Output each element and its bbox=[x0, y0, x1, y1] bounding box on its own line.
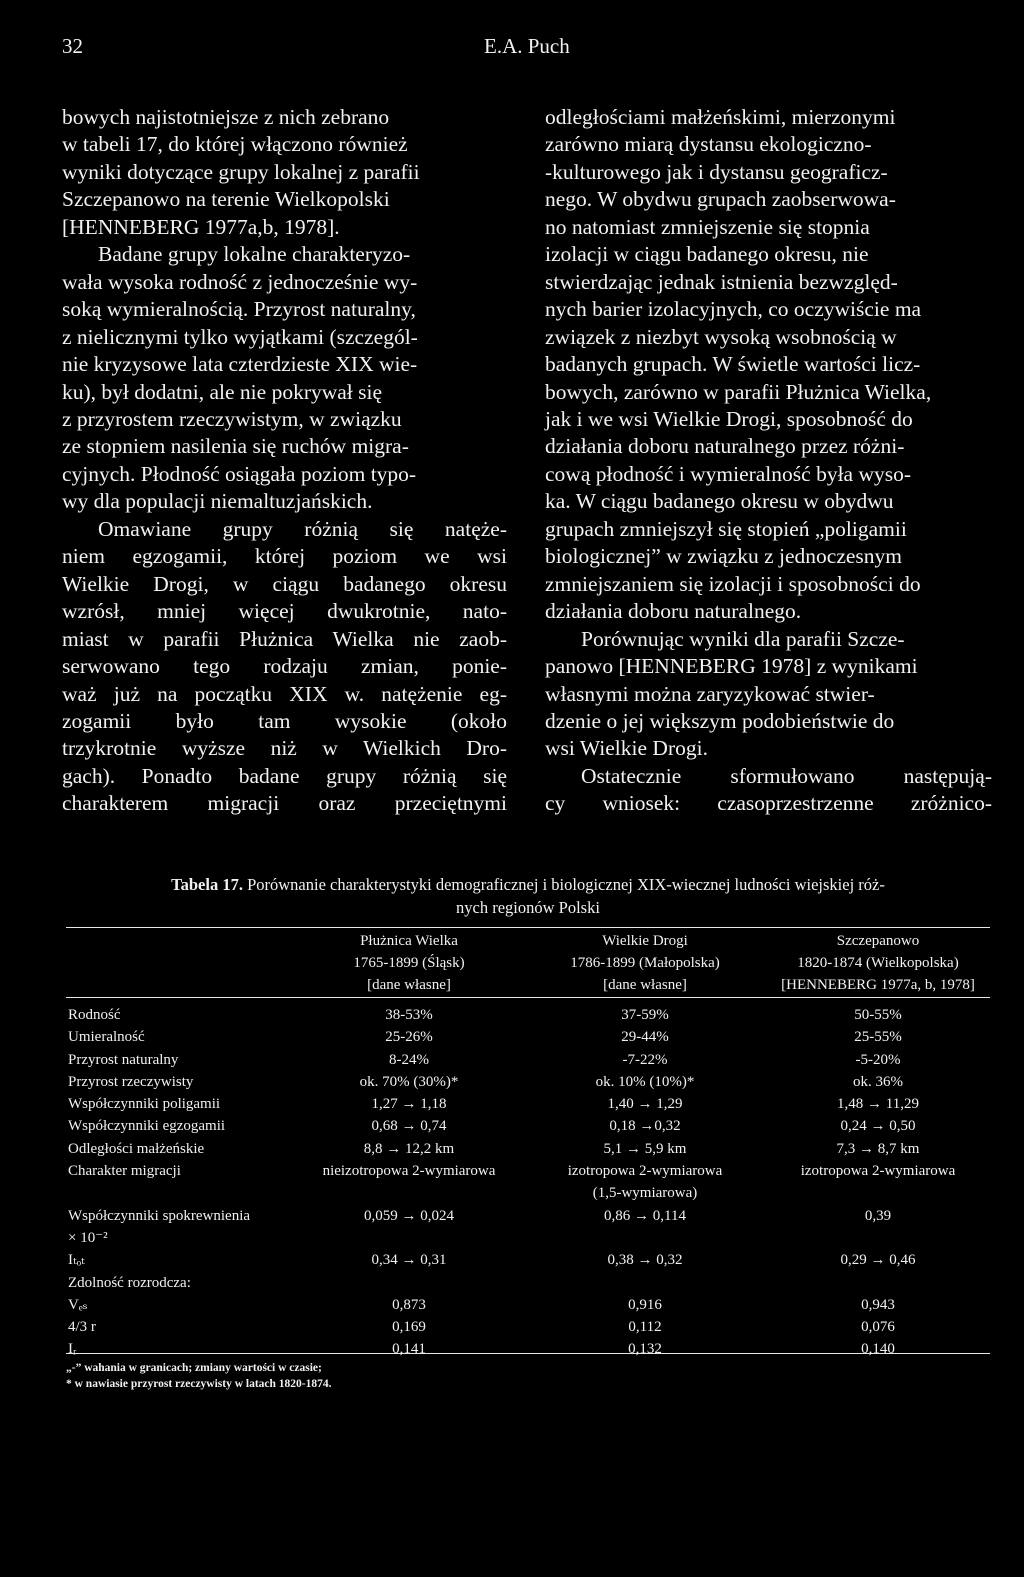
page-header bbox=[62, 34, 974, 68]
table-cell: 0,24 → 0,50 bbox=[840, 1118, 916, 1135]
table-cell: 0,86 → 0,114 bbox=[604, 1207, 686, 1224]
right-column bbox=[545, 104, 992, 818]
table-row bbox=[66, 1004, 990, 1026]
text-line: nych barier izolacyjnych, co oczywiście ma bbox=[545, 297, 922, 322]
table-row bbox=[66, 1249, 990, 1271]
table-row bbox=[66, 1338, 990, 1360]
row-label: Zdolność rozrodcza: bbox=[68, 1274, 191, 1291]
text-line: bowych najistotniejsze z nich zebrano bbox=[62, 105, 390, 129]
table-row bbox=[66, 1071, 990, 1093]
text-line: ze stopniem nasilenia się ruchów migra- bbox=[62, 434, 409, 459]
text-line: w tabeli 17, do której włączono również bbox=[62, 132, 408, 157]
table-cell: 0,140 bbox=[861, 1341, 895, 1358]
table-row bbox=[66, 1294, 990, 1316]
table-caption-label: Tabela 17. bbox=[171, 875, 243, 894]
table-top-rule bbox=[66, 927, 990, 928]
text-line: Ostatecznie sformułowano następują- bbox=[581, 763, 992, 788]
table-row bbox=[66, 1115, 990, 1137]
right-paragraph-2 bbox=[545, 626, 992, 763]
table-caption-text-2: nych regionów Polski bbox=[456, 898, 600, 917]
text-line: serwowano tego rodzaju zmian, ponie- bbox=[62, 654, 507, 679]
left-paragraph-3 bbox=[62, 516, 507, 818]
table-cell: 50-55% bbox=[854, 1007, 902, 1023]
table-cell: 0,132 bbox=[628, 1341, 662, 1358]
table-cell: 8-24% bbox=[389, 1051, 429, 1068]
text-line: związek z niezbyt wysoką wsobnością w bbox=[545, 324, 897, 349]
text-line: no natomiast zmniejszenie się stopnia bbox=[545, 214, 870, 239]
text-line: waż już na początku XIX w. natężenie eg- bbox=[62, 681, 507, 706]
text-line: ku), był dodatni, ale nie pokrywał się bbox=[62, 379, 383, 404]
table-row bbox=[66, 1160, 990, 1205]
table-cell: 0,18 →0,32 bbox=[609, 1118, 681, 1135]
text-line: zogamii było tam wysokie (około bbox=[62, 708, 507, 733]
text-line: działania doboru naturalnego przez różni- bbox=[545, 434, 905, 459]
column-period: 1786-1899 (Małopolska) bbox=[570, 955, 720, 971]
column-source: [dane własne] bbox=[367, 977, 451, 993]
text-line: charakterem migracji oraz przeciętnymi bbox=[62, 791, 507, 816]
text-line: wy dla populacji niemaltuzjańskich. bbox=[62, 489, 373, 514]
table-cell: 0,38 → 0,32 bbox=[607, 1252, 683, 1269]
table-row bbox=[66, 1138, 990, 1160]
table-footnotes bbox=[66, 1360, 766, 1392]
text-line: zmniejszaniem się izolacji i sposobności do bbox=[545, 571, 921, 596]
table-cell: 7,3 → 8,7 km bbox=[836, 1140, 920, 1157]
row-label: 4/3 r bbox=[68, 1319, 96, 1336]
text-line: odległościami małżeńskimi, mierzonymi bbox=[545, 105, 896, 129]
column-header-szczepanowo bbox=[758, 930, 998, 996]
column-source: [HENNEBERG 1977a, b, 1978] bbox=[781, 977, 975, 993]
text-line: gach). Ponadto badane grupy różnią się bbox=[62, 763, 507, 788]
column-period: 1765-1899 (Śląsk) bbox=[353, 955, 465, 971]
table-cell: ok. 36% bbox=[853, 1073, 903, 1090]
table-cell: 0,68 → 0,74 bbox=[371, 1118, 447, 1135]
text-line: Porównując wyniki dla parafii Szcze- bbox=[581, 626, 905, 651]
table-cell: 0,059 → 0,024 bbox=[364, 1207, 454, 1224]
column-header-pluznica bbox=[289, 930, 529, 996]
footnote-2: * w nawiasie przyrost rzeczywisty w latach 1820-1874. bbox=[66, 1378, 332, 1390]
row-label: Współczynniki egzogamii bbox=[68, 1118, 226, 1135]
column-name: Szczepanowo bbox=[836, 933, 920, 949]
row-label: Przyrost naturalny bbox=[68, 1051, 179, 1068]
text-line: cyjnych. Płodność osiągała poziom typo- bbox=[62, 461, 417, 486]
text-line: bowych, zarówno w parafii Płużnica Wielka, bbox=[545, 379, 932, 404]
column-name: Płużnica Wielka bbox=[360, 933, 458, 949]
right-paragraph-3 bbox=[545, 763, 992, 818]
text-line: dzenie o jej większym podobieństwie do bbox=[545, 708, 895, 733]
text-line: cową płodność i wymieralność była wyso- bbox=[545, 461, 912, 486]
table-header bbox=[66, 930, 990, 996]
table-cell: 38-53% bbox=[385, 1007, 433, 1023]
table-cell: 1,27 → 1,18 bbox=[371, 1096, 447, 1113]
table-cell: 8,8 → 12,2 km bbox=[363, 1140, 455, 1157]
table-header-rule bbox=[66, 997, 990, 998]
table-cell: 0,141 bbox=[392, 1341, 426, 1358]
text-line: nego. W obydwu grupach zaobserwowa- bbox=[545, 187, 896, 212]
row-label: Charakter migracji bbox=[68, 1163, 181, 1180]
text-line: nie kryzysowe lata czterdzieste XIX wie- bbox=[62, 352, 418, 377]
text-line: wzrósł, mniej więcej dwukrotnie, nato- bbox=[62, 599, 507, 624]
row-label: Iₜₒₜ bbox=[68, 1252, 85, 1269]
text-line: niem egzogamii, której poziom we wsi bbox=[62, 544, 507, 569]
table-row bbox=[66, 1205, 990, 1250]
text-line: [HENNEBERG 1977a,b, 1978]. bbox=[62, 214, 340, 239]
text-line: grupach zmniejszył się stopień „poligamii bbox=[545, 516, 907, 541]
table-cell: -7-22% bbox=[622, 1051, 668, 1068]
table-bottom-rule bbox=[66, 1353, 990, 1354]
text-line: Szczepanowo na terenie Wielkopolski bbox=[62, 187, 390, 212]
column-source: [dane własne] bbox=[603, 977, 687, 993]
text-line: wyniki dotyczące grupy lokalnej z parafii bbox=[62, 159, 420, 184]
column-header-wielkie-drogi bbox=[525, 930, 765, 996]
table-row bbox=[66, 1026, 990, 1048]
text-line: trzykrotnie wyższe niż w Wielkich Dro- bbox=[62, 736, 507, 761]
table-row bbox=[66, 1316, 990, 1338]
row-label: Rodność bbox=[68, 1007, 121, 1023]
text-line: Omawiane grupy różnią się natęże- bbox=[98, 516, 507, 541]
text-line: wsi Wielkie Drogi. bbox=[545, 736, 708, 761]
row-label: Umieralność bbox=[68, 1029, 145, 1046]
table-row bbox=[66, 1049, 990, 1071]
text-line: miast w parafii Płużnica Wielka nie zaob- bbox=[62, 626, 507, 651]
text-line: biologicznej” w związku z jednoczesnym bbox=[545, 544, 902, 569]
column-period: 1820-1874 (Wielkopolska) bbox=[797, 955, 959, 971]
right-paragraph-1 bbox=[545, 104, 992, 626]
table-cell: ok. 70% (30%)* bbox=[359, 1073, 459, 1090]
row-label: Odległości małżeńskie bbox=[68, 1140, 205, 1157]
text-line: ka. W ciągu badanego okresu w obydwu bbox=[545, 489, 894, 514]
left-column bbox=[62, 104, 507, 818]
text-line: własnymi można zaryzykować stwier- bbox=[545, 681, 875, 706]
text-line: panowo [HENNEBERG 1978] z wynikami bbox=[545, 654, 918, 679]
text-line: stwierdzając jednak istnienia bezwzględ- bbox=[545, 269, 898, 294]
table-row bbox=[66, 1093, 990, 1115]
row-label: Vₑₛ bbox=[68, 1296, 88, 1313]
text-line: z nielicznymi tylko wyjątkami (szczegól- bbox=[62, 324, 418, 349]
text-line: -kulturowego jak i dystansu geograficz- bbox=[545, 159, 888, 184]
table-body bbox=[66, 1004, 990, 1361]
table-cell: 1,48 → 11,29 bbox=[837, 1096, 919, 1113]
table-cell: 0,076 bbox=[861, 1319, 895, 1336]
table-cell: 0,943 bbox=[861, 1296, 895, 1313]
text-line: jak i we wsi Wielkie Drogi, sposobność do bbox=[545, 406, 913, 431]
table-cell: 5,1 → 5,9 km bbox=[603, 1140, 687, 1157]
row-label: Współczynniki poligamii bbox=[68, 1096, 221, 1113]
table-cell: 37-59% bbox=[621, 1007, 669, 1023]
column-name: Wielkie Drogi bbox=[602, 933, 688, 949]
table-cell: izotropowa 2-wymiarowa bbox=[800, 1163, 956, 1180]
table-cell: nieizotropowa 2-wymiarowa bbox=[322, 1163, 496, 1180]
text-line: soką wymieralnością. Przyrost naturalny, bbox=[62, 297, 416, 322]
table-cell: 0,112 bbox=[628, 1319, 662, 1336]
running-head: E.A. Puch bbox=[484, 34, 570, 58]
table-cell: izotropowa 2-wymiarowa (1,5-wymiarowa) bbox=[567, 1163, 723, 1202]
table-caption-text: Porównanie charakterystyki demograficznej i biologicznej XIX-wiecznej ludności wiejskiej róż- bbox=[247, 875, 885, 894]
left-paragraph-2 bbox=[62, 241, 507, 516]
text-line: Wielkie Drogi, w ciągu badanego okresu bbox=[62, 571, 507, 596]
text-line: izolacji w ciągu badanego okresu, nie bbox=[545, 242, 869, 267]
table-cell: ok. 10% (10%)* bbox=[595, 1073, 695, 1090]
table-cell: 25-26% bbox=[385, 1029, 433, 1046]
table-cell: -5-20% bbox=[855, 1051, 901, 1068]
table-cell: 0,873 bbox=[392, 1296, 426, 1313]
table-cell: 0,39 bbox=[864, 1207, 892, 1224]
text-line: Badane grupy lokalne charakteryzo- bbox=[98, 242, 411, 267]
table-cell: 0,169 bbox=[392, 1319, 426, 1336]
text-line: zarówno miarą dystansu ekologiczno- bbox=[545, 132, 872, 157]
footnote-1: „-” wahania w granicach; zmiany wartości w czasie; bbox=[66, 1362, 322, 1374]
row-label: Iᵣ bbox=[68, 1341, 77, 1358]
table-cell: 0,29 → 0,46 bbox=[840, 1252, 916, 1269]
left-paragraph-1 bbox=[62, 104, 507, 241]
table-cell: 0,916 bbox=[628, 1296, 662, 1313]
text-line: cy wniosek: czasoprzestrzenne zróżnico- bbox=[545, 791, 992, 816]
page-number: 32 bbox=[62, 34, 83, 58]
text-line: badanych grupach. W świetle wartości licz- bbox=[545, 352, 921, 377]
row-label: Współczynniki spokrewnienia × 10⁻² bbox=[68, 1207, 251, 1246]
table-caption bbox=[66, 873, 990, 919]
table-cell: 25-55% bbox=[854, 1029, 902, 1046]
table-cell: 0,34 → 0,31 bbox=[371, 1252, 447, 1269]
table-row bbox=[66, 1272, 990, 1294]
text-line: z przyrostem rzeczywistym, w związku bbox=[62, 406, 402, 431]
table-cell: 1,40 → 1,29 bbox=[607, 1096, 683, 1113]
row-label: Przyrost rzeczywisty bbox=[68, 1073, 194, 1090]
table-cell: 29-44% bbox=[621, 1029, 669, 1046]
text-line: działania doboru naturalnego. bbox=[545, 599, 802, 624]
text-line: wała wysoka rodność z jednocześnie wy- bbox=[62, 269, 418, 294]
